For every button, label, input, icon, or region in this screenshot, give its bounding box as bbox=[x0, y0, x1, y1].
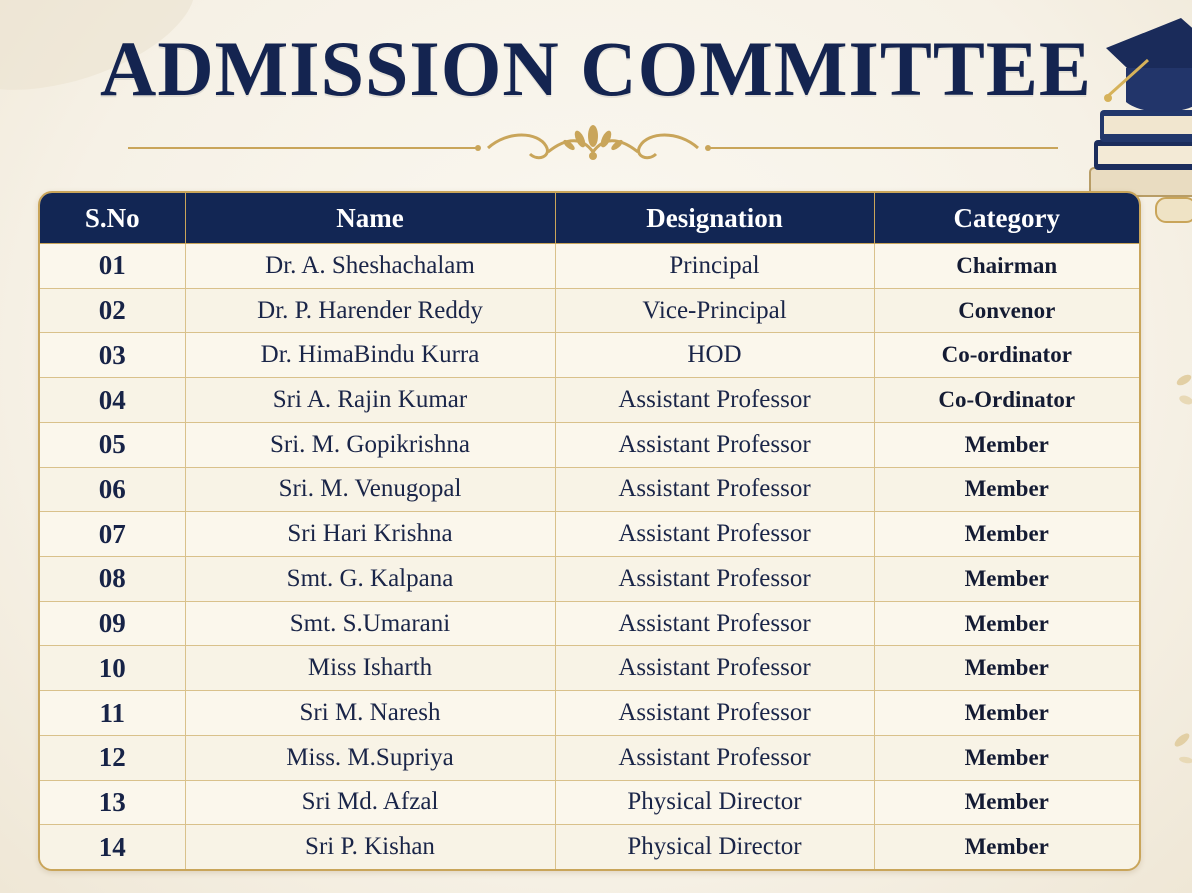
table-row bbox=[40, 646, 1139, 691]
cell-name: Sri M. Naresh bbox=[185, 691, 555, 736]
cell-sno: 04 bbox=[40, 378, 185, 423]
table-row bbox=[40, 333, 1139, 378]
table-row bbox=[40, 735, 1139, 780]
cell-designation: Assistant Professor bbox=[555, 691, 874, 736]
cell-category: Member bbox=[874, 735, 1139, 780]
cell-category: Member bbox=[874, 467, 1139, 512]
cell-sno: 03 bbox=[40, 333, 185, 378]
cell-category: Member bbox=[874, 691, 1139, 736]
cell-designation: Assistant Professor bbox=[555, 378, 874, 423]
cell-sno: 02 bbox=[40, 288, 185, 333]
committee-table bbox=[40, 193, 1139, 869]
table-row bbox=[40, 780, 1139, 825]
cell-category: Chairman bbox=[874, 244, 1139, 289]
cell-designation: Assistant Professor bbox=[555, 512, 874, 557]
cell-name: Sri. M. Gopikrishna bbox=[185, 422, 555, 467]
table-row bbox=[40, 601, 1139, 646]
cell-category: Member bbox=[874, 646, 1139, 691]
header-category: Category bbox=[874, 193, 1139, 244]
cell-designation: Assistant Professor bbox=[555, 467, 874, 512]
committee-table-container bbox=[38, 191, 1141, 871]
table-row bbox=[40, 244, 1139, 289]
cell-designation: Assistant Professor bbox=[555, 601, 874, 646]
cell-name: Smt. G. Kalpana bbox=[185, 557, 555, 602]
cell-sno: 11 bbox=[40, 691, 185, 736]
cell-designation: Assistant Professor bbox=[555, 557, 874, 602]
table-row bbox=[40, 557, 1139, 602]
table-row bbox=[40, 825, 1139, 869]
cell-name: Sri Hari Krishna bbox=[185, 512, 555, 557]
cell-name: Dr. A. Sheshachalam bbox=[185, 244, 555, 289]
divider-ornament-icon bbox=[128, 122, 1058, 170]
page-title: ADMISSION COMMITTEE bbox=[100, 25, 1092, 112]
header-name: Name bbox=[185, 193, 555, 244]
cell-name: Dr. HimaBindu Kurra bbox=[185, 333, 555, 378]
cell-sno: 08 bbox=[40, 557, 185, 602]
cell-sno: 12 bbox=[40, 735, 185, 780]
cell-sno: 01 bbox=[40, 244, 185, 289]
cell-category: Co-ordinator bbox=[874, 333, 1139, 378]
cell-sno: 10 bbox=[40, 646, 185, 691]
cell-category: Convenor bbox=[874, 288, 1139, 333]
cell-sno: 07 bbox=[40, 512, 185, 557]
table-row bbox=[40, 467, 1139, 512]
cell-sno: 06 bbox=[40, 467, 185, 512]
cell-category: Co-Ordinator bbox=[874, 378, 1139, 423]
cell-category: Member bbox=[874, 512, 1139, 557]
cell-designation: Vice-Principal bbox=[555, 288, 874, 333]
cell-name: Sri Md. Afzal bbox=[185, 780, 555, 825]
cell-designation: Physical Director bbox=[555, 825, 874, 869]
cell-designation: HOD bbox=[555, 333, 874, 378]
cell-category: Member bbox=[874, 780, 1139, 825]
table-row bbox=[40, 378, 1139, 423]
cell-category: Member bbox=[874, 825, 1139, 869]
cell-category: Member bbox=[874, 601, 1139, 646]
cell-name: Miss. M.Supriya bbox=[185, 735, 555, 780]
cell-sno: 05 bbox=[40, 422, 185, 467]
cell-designation: Assistant Professor bbox=[555, 646, 874, 691]
cell-name: Sri. M. Venugopal bbox=[185, 467, 555, 512]
header-sno: S.No bbox=[40, 193, 185, 244]
cell-name: Sri P. Kishan bbox=[185, 825, 555, 869]
table-row bbox=[40, 512, 1139, 557]
cell-name: Sri A. Rajin Kumar bbox=[185, 378, 555, 423]
cell-designation: Assistant Professor bbox=[555, 422, 874, 467]
header-designation: Designation bbox=[555, 193, 874, 244]
cell-designation: Principal bbox=[555, 244, 874, 289]
cell-sno: 14 bbox=[40, 825, 185, 869]
table-header-row bbox=[40, 193, 1139, 244]
cell-designation: Physical Director bbox=[555, 780, 874, 825]
leaf-decoration-icon bbox=[1160, 360, 1192, 780]
cell-name: Miss Isharth bbox=[185, 646, 555, 691]
cell-sno: 13 bbox=[40, 780, 185, 825]
cell-name: Smt. S.Umarani bbox=[185, 601, 555, 646]
cell-name: Dr. P. Harender Reddy bbox=[185, 288, 555, 333]
cell-category: Member bbox=[874, 422, 1139, 467]
cell-category: Member bbox=[874, 557, 1139, 602]
cell-sno: 09 bbox=[40, 601, 185, 646]
table-row bbox=[40, 691, 1139, 736]
table-row bbox=[40, 422, 1139, 467]
table-row bbox=[40, 288, 1139, 333]
cell-designation: Assistant Professor bbox=[555, 735, 874, 780]
